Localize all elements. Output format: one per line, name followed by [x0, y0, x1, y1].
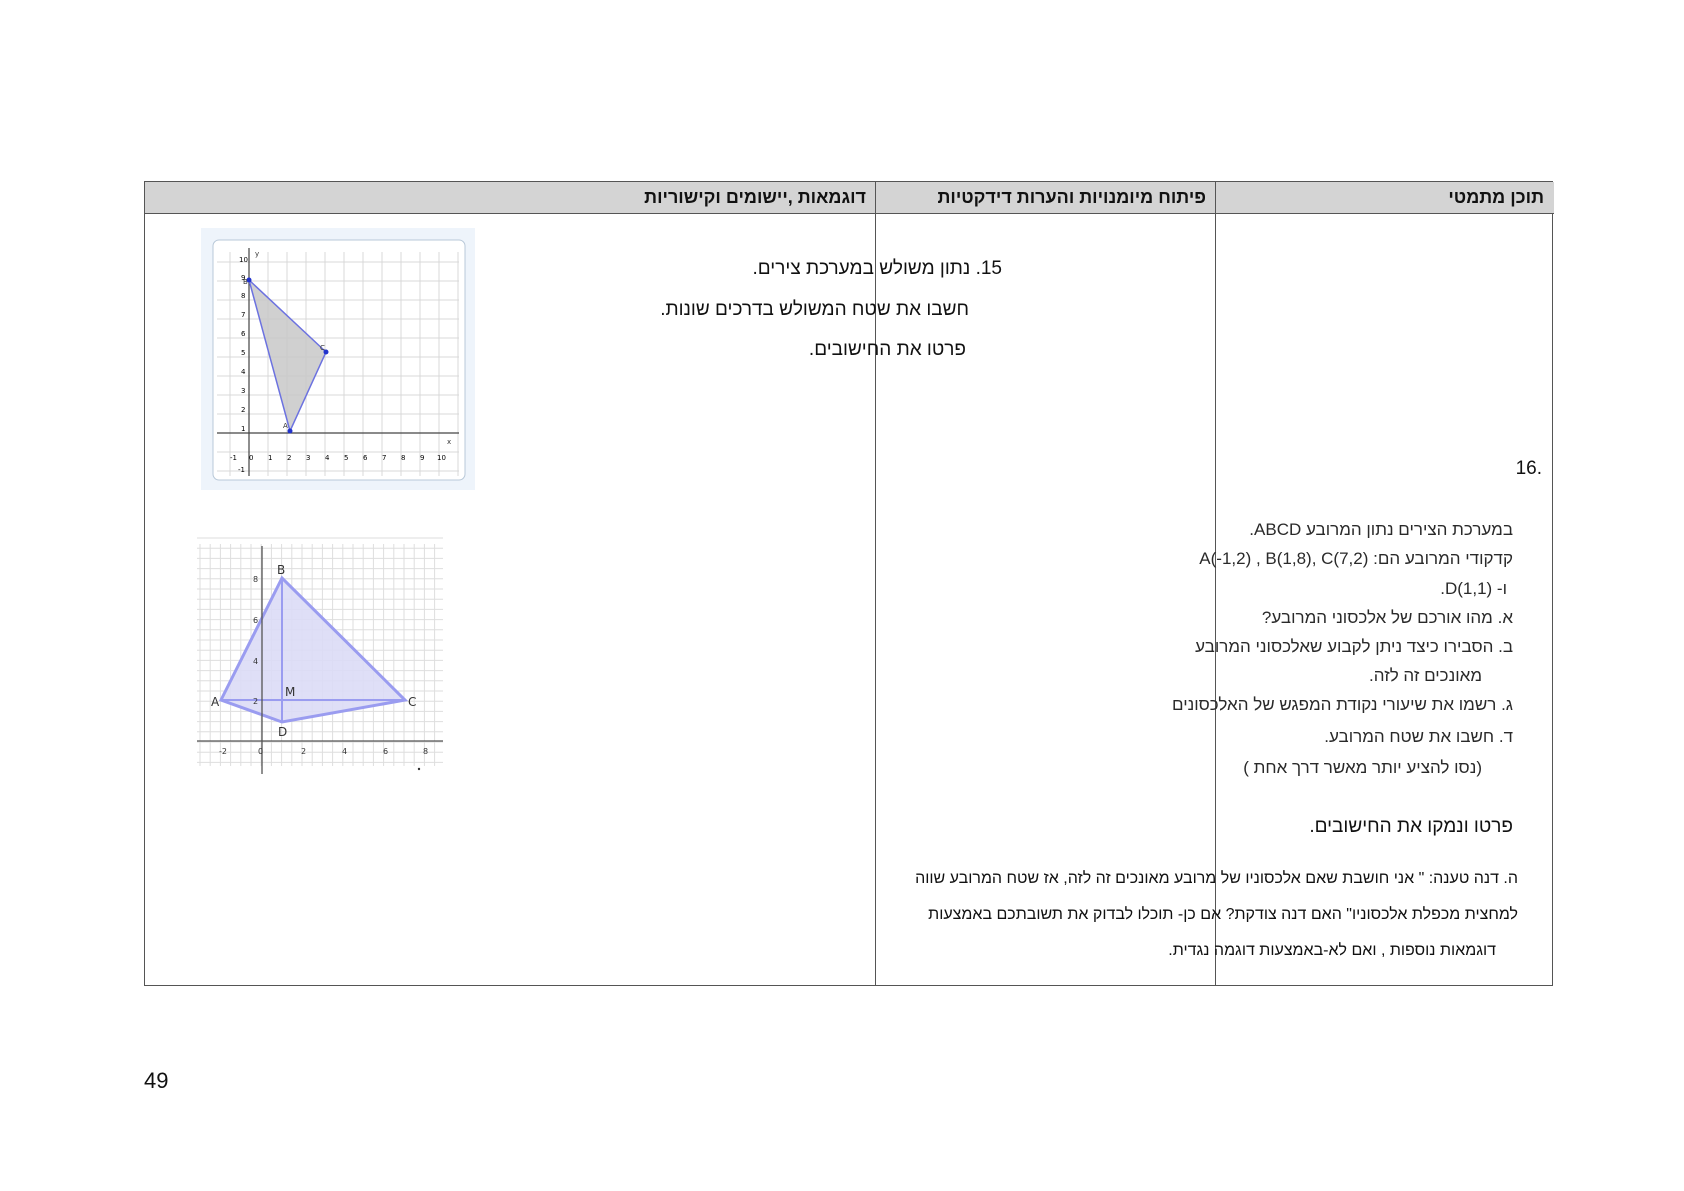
page-number: 49	[144, 1068, 169, 1093]
q15-line1: 15. נתון משולש במערכת צירים.	[752, 258, 1002, 279]
svg-text:6: 6	[253, 616, 259, 625]
svg-text:4: 4	[325, 454, 330, 462]
svg-text:8: 8	[401, 454, 406, 462]
header-examples: דוגמאות ,יישומים וקישוריות	[145, 182, 876, 214]
q16-part-he1: ה. דנה טענה: " אני חושבת שאם אלכסוניו של מרובע מאונכים זה לזה, אז שטח המרובע שווה	[915, 870, 1518, 887]
svg-text:4: 4	[241, 368, 246, 376]
triangle-graph	[201, 228, 475, 490]
quadrilateral-graph	[197, 534, 447, 774]
svg-text:0: 0	[249, 454, 254, 462]
column-divider	[1215, 182, 1216, 985]
svg-text:3: 3	[306, 454, 311, 462]
label-a: A	[283, 422, 288, 430]
svg-text:6: 6	[241, 330, 246, 338]
q16-number: 16.	[1515, 458, 1542, 479]
label-a: A	[211, 695, 220, 709]
svg-text:2: 2	[241, 406, 246, 414]
svg-text:8: 8	[253, 575, 259, 584]
label-c: C	[320, 344, 325, 352]
svg-text:7: 7	[241, 311, 246, 319]
q15-line2: חשבו את שטח המשולש בדרכים שונות.	[660, 299, 969, 320]
svg-text:9: 9	[241, 274, 246, 282]
label-c: C	[408, 695, 417, 709]
q16-coords1: קדקודי המרובע הם: A(-1,2) , B(1,8), C(7,2)	[1199, 549, 1513, 568]
label-b: B	[277, 563, 286, 577]
q16-part-b2: מאונכים זה לזה.	[1369, 666, 1482, 685]
q16-part-a: א. מהו אורכם של אלכסוני המרובע?	[1261, 608, 1513, 627]
svg-text:7: 7	[382, 454, 387, 462]
svg-text:5: 5	[344, 454, 349, 462]
svg-text:-2: -2	[219, 747, 227, 756]
q16-coords2: ו- D(1,1).	[1440, 579, 1507, 598]
q16-part-c: ג. רשמו את שיעורי נקודת המפגש של האלכסונים	[1172, 695, 1513, 714]
svg-text:3: 3	[241, 387, 246, 395]
label-d: D	[278, 725, 288, 739]
q15-line3: פרטו את החישובים.	[808, 339, 966, 360]
q16-part-d: ד. חשבו את שטח המרובע.	[1324, 727, 1513, 746]
label-b: B	[243, 278, 248, 286]
svg-text:10: 10	[437, 454, 446, 462]
svg-text:-1: -1	[238, 466, 245, 474]
q16-part-he3: דוגמאות נוספות , ואם לא-באמצעות דוגמה נגדית.	[1168, 942, 1496, 959]
q16-detail: פרטו ונמקו את החישובים.	[1309, 816, 1513, 837]
svg-text:2: 2	[287, 454, 292, 462]
header-skills: פיתוח מיומנויות והערות דידקטיות	[876, 182, 1216, 214]
svg-text:6: 6	[383, 747, 389, 756]
svg-text:-1: -1	[230, 454, 237, 462]
svg-text:6: 6	[363, 454, 368, 462]
svg-text:2: 2	[253, 697, 259, 706]
svg-text:8: 8	[241, 292, 246, 300]
svg-text:10: 10	[239, 256, 248, 264]
axis-x-label: x	[447, 438, 452, 446]
header-content: תוכן מתמטי	[1216, 182, 1554, 214]
q16-intro: במערכת הצירים נתון המרובע ABCD.	[1249, 520, 1513, 539]
svg-text:4: 4	[253, 657, 259, 666]
svg-text:0: 0	[258, 747, 264, 756]
label-m: M	[285, 685, 296, 699]
x-tick-labels	[219, 747, 428, 756]
axis-y-label: y	[255, 250, 260, 258]
vertex-a	[288, 429, 293, 434]
svg-text:8: 8	[423, 747, 429, 756]
q16-hint: (נסו להציע יותר מאשר דרך אחת )	[1243, 758, 1482, 777]
svg-text:4: 4	[342, 747, 348, 756]
svg-text:5: 5	[241, 349, 246, 357]
svg-text:1: 1	[268, 454, 273, 462]
curriculum-table	[144, 181, 1553, 986]
svg-text:2: 2	[301, 747, 307, 756]
q16-part-he2: למחצית מכפלת אלכסוניו" האם דנה צודקת? אם כן- תוכלו לבדוק את תשובתכם באמצעות	[928, 906, 1518, 923]
svg-text:9: 9	[420, 454, 425, 462]
svg-text:1: 1	[241, 425, 246, 433]
q16-part-b1: ב. הסבירו כיצד ניתן לקבוע שאלכסוני המרובע	[1195, 637, 1513, 656]
